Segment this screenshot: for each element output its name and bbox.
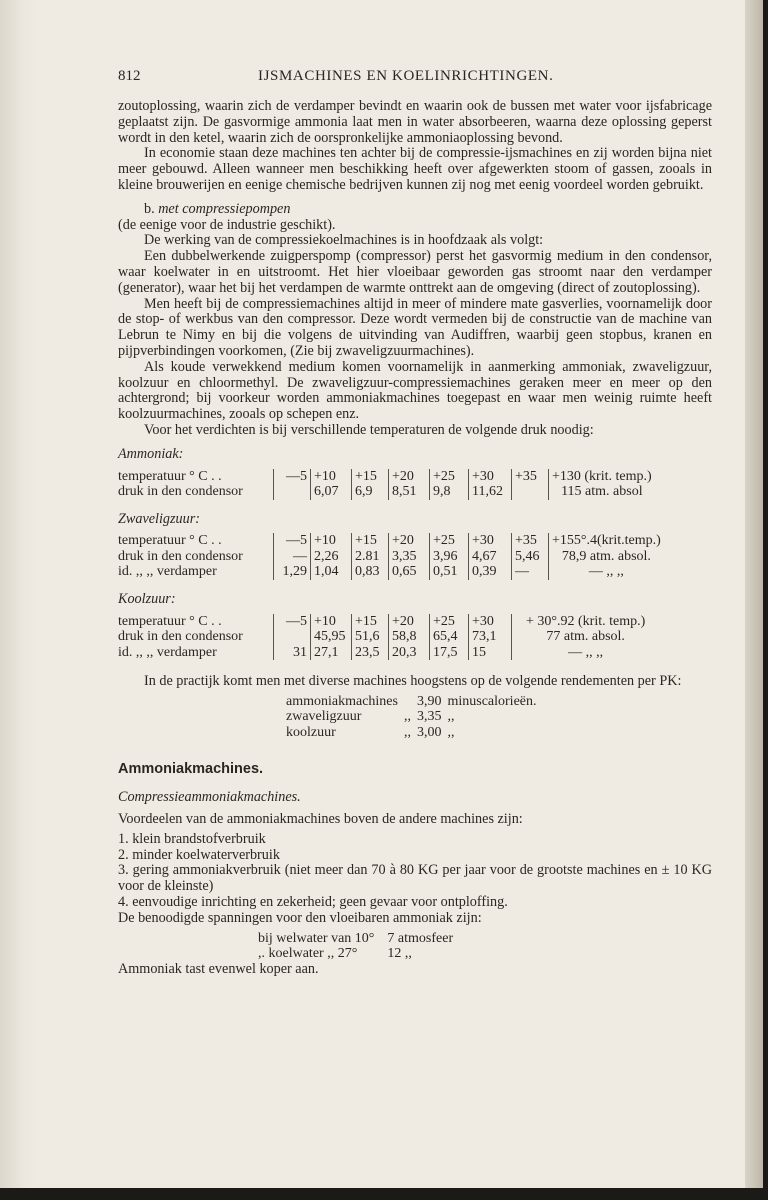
table-cell: +155°.4(krit.temp.) bbox=[549, 533, 664, 549]
table-cell: +10 bbox=[311, 614, 352, 630]
table-cell: +25 bbox=[430, 614, 469, 630]
table-cell: 12 ,, bbox=[387, 946, 412, 962]
table-label-zwaveligzuur: Zwaveligzuur: bbox=[118, 510, 200, 527]
page-body bbox=[118, 99, 712, 977]
table-row bbox=[118, 629, 648, 645]
table-cell: 0,65 bbox=[389, 564, 430, 580]
table-cell: +25 bbox=[430, 469, 469, 485]
paragraph: De benoodigde spanningen voor den vloeibaren ammoniak zijn: bbox=[118, 909, 482, 926]
table-cell: 0,51 bbox=[430, 564, 469, 580]
table-cell: temperatuur ° C . . bbox=[118, 613, 222, 629]
table-cell: +20 bbox=[389, 614, 430, 630]
table-cell: +15 bbox=[352, 614, 389, 630]
list-item: 4. eenvoudige inrichting en zekerheid; geen gevaar voor ontploffing. bbox=[118, 894, 508, 910]
table-cell bbox=[512, 484, 549, 500]
table-row bbox=[286, 694, 540, 710]
table-label-koolzuur: Koolzuur: bbox=[118, 590, 176, 607]
table-cell: minuscalorieën. bbox=[447, 693, 537, 709]
table-cell: 115 atm. absol bbox=[549, 484, 655, 500]
table-cell: 6,07 bbox=[311, 484, 352, 500]
table-cell: —5 bbox=[274, 469, 311, 485]
table-cell: ammoniakmachines bbox=[286, 693, 398, 709]
table-cell: 15 bbox=[469, 645, 512, 661]
table-cell: 78,9 atm. absol. bbox=[549, 549, 664, 565]
table-cell: 77 atm. absol. bbox=[512, 629, 649, 645]
pressure-table-koolzuur bbox=[118, 614, 648, 661]
table-cell: 4,67 bbox=[469, 549, 512, 565]
table-cell: 45,95 bbox=[311, 629, 352, 645]
table-cell: —5 bbox=[274, 614, 311, 630]
running-title: IJSMACHINES EN KOELINRICHTINGEN. bbox=[258, 68, 554, 84]
table-cell: ,, bbox=[447, 724, 455, 740]
section-heading bbox=[118, 202, 712, 218]
paragraph: Ammoniak tast evenwel koper aan. bbox=[118, 960, 319, 977]
table-cell: +35 bbox=[512, 469, 549, 485]
table-cell: 3,35 bbox=[389, 549, 430, 565]
table-cell: ,, bbox=[403, 709, 411, 725]
table-cell: 2,26 bbox=[311, 549, 352, 565]
paragraph: De werking van de compressiekoelmachines is in hoofdzaak als volgt: bbox=[144, 232, 544, 249]
table-row bbox=[286, 725, 540, 741]
paragraph: Voordeelen van de ammoniakmachines boven de andere machines zijn: bbox=[118, 811, 523, 828]
rendement-table bbox=[286, 694, 540, 741]
table-row bbox=[118, 484, 655, 500]
table-cell: — ,, ,, bbox=[512, 645, 649, 661]
table-cell: zwaveligzuur bbox=[286, 709, 362, 725]
table-cell: 9,8 bbox=[430, 484, 469, 500]
subsection-title: Compressieammoniakmachines. bbox=[118, 789, 301, 806]
table-cell: +15 bbox=[352, 469, 389, 485]
table-cell: — ,, ,, bbox=[549, 564, 664, 580]
paragraph: Men heeft bij de compressiemachines altijd in meer of mindere mate gasverlies, voornamelijk door de stop- of werkbus van den compressor. Deze wordt vermeden bij de constructie van de machine van Lebrun te Nimy en bij die volgens de uitvinding van Audiffren, waarbij geen stopbus, kranen en pijpverbindingen voorkomen, (Zie bij zwaveligzuurmachines). bbox=[118, 295, 712, 359]
list-item: 1. klein brandstofverbruik bbox=[118, 830, 266, 847]
table-cell: temperatuur ° C . . bbox=[118, 533, 222, 549]
pressure-table-zwaveligzuur bbox=[118, 533, 664, 580]
table-row bbox=[258, 946, 456, 962]
table-cell: 11,62 bbox=[469, 484, 512, 500]
table-cell bbox=[401, 694, 414, 710]
table-cell: 5,46 bbox=[512, 549, 549, 565]
table-row bbox=[118, 549, 664, 565]
table-cell: ,, bbox=[447, 709, 455, 725]
paragraph: In de practijk komt men met diverse machines hoogstens op de volgende rendementen per PK: bbox=[144, 673, 682, 690]
section-note: (de eenige voor de industrie geschikt). bbox=[118, 216, 336, 233]
table-cell: 65,4 bbox=[430, 629, 469, 645]
paragraph: Als koude verwekkend medium komen voornamelijk in aanmerking ammoniak, zwaveligzuur, koolzuur en chloormethyl. De zwaveligzuur-compressiemachines geraken meer en meer op den achtergrond; bij voorkeur worden ammoniakmachines toegepast en waar men weinig ruimte heeft koolzuurmachines, zooals op schepen enz. bbox=[118, 358, 712, 423]
table-cell: bij welwater van 10° bbox=[258, 930, 375, 946]
table-cell: + 30°.92 (krit. temp.) bbox=[512, 614, 649, 630]
table-cell: +30 bbox=[469, 533, 512, 549]
table-cell: druk in den condensor bbox=[118, 629, 243, 645]
table-cell: +15 bbox=[352, 533, 389, 549]
table-row bbox=[118, 564, 664, 580]
table-cell: +20 bbox=[389, 469, 430, 485]
table-cell: +25 bbox=[430, 533, 469, 549]
table-cell: +130 (krit. temp.) bbox=[549, 469, 655, 485]
table-cell: +30 bbox=[469, 469, 512, 485]
list-item: 2. minder koelwaterverbruik bbox=[118, 846, 280, 863]
table-cell: 17,5 bbox=[430, 645, 469, 661]
table-cell: —5 bbox=[274, 533, 311, 549]
section-title: Ammoniakmachines. bbox=[118, 761, 264, 778]
table-row bbox=[286, 709, 540, 725]
paragraph: In economie staan deze machines ten achter bij de compressie-ijsmachines en zij worden bijna niet meer gebouwd. Alleen wanneer men beschikking heeft over afgewerkten stoom of gassen, zooals in kleine brouwerijen en eenige chemische bedrijven kunnen zij nog met eenig voordeel worden gebruikt. bbox=[118, 145, 712, 193]
table-row bbox=[258, 931, 456, 947]
table-cell: druk in den condensor bbox=[118, 484, 243, 500]
page-gutter bbox=[0, 0, 38, 1188]
pressure-table-ammoniak bbox=[118, 469, 655, 500]
table-cell: koolzuur bbox=[286, 724, 336, 740]
table-cell: 3,35 bbox=[416, 709, 442, 725]
table-cell: 0,83 bbox=[352, 564, 389, 580]
table-cell: 8,51 bbox=[389, 484, 430, 500]
table-cell: 2.81 bbox=[352, 549, 389, 565]
table-cell: 3,90 bbox=[416, 693, 442, 709]
table-cell: +10 bbox=[311, 533, 352, 549]
table-cell: 0,39 bbox=[469, 564, 512, 580]
table-cell: 58,8 bbox=[389, 629, 430, 645]
table-cell: druk in den condensor bbox=[118, 548, 243, 564]
table-cell: temperatuur ° C . . bbox=[118, 468, 222, 484]
table-row bbox=[118, 614, 648, 630]
table-cell: 27,1 bbox=[311, 645, 352, 661]
table-cell: +35 bbox=[512, 533, 549, 549]
table-cell: id. ,, ,, verdamper bbox=[118, 564, 217, 580]
paragraph: zoutoplossing, waarin zich de verdamper bevindt en waarin ook de bussen met water voor ijsfabricage geplaatst zijn. De gasvormige ammonia laat men in water absorbeeren, waarna deze oplossing geperst wordt in den ketel, waarin zich de oorspronkelijke ammoniaoplossing bevond. bbox=[118, 98, 712, 146]
paragraph: Voor het verdichten is bij verschillende temperaturen de volgende druk noodig: bbox=[144, 421, 594, 438]
advantages-list bbox=[118, 832, 712, 911]
table-cell: 1,04 bbox=[311, 564, 352, 580]
list-item: 3. gering ammoniakverbruik (niet meer dan 70 à 80 KG per jaar voor de grootste machines en ± 10 KG voor de kleinste) bbox=[118, 862, 712, 895]
table-cell: ,, bbox=[403, 724, 411, 740]
table-cell: 1,29 bbox=[274, 564, 311, 580]
table-cell: 73,1 bbox=[469, 629, 512, 645]
table-cell: — bbox=[512, 564, 549, 580]
table-cell: 7 atmosfeer bbox=[387, 930, 454, 946]
paragraph: Een dubbelwerkende zuigperspomp (compressor) perst het gasvormig medium in den condensor, waar koelwater in en uitstroomt. Het hier vloeibaar geworden gas stroomt naar den verdamper (generator), waar het bij het verdampen de warmte onttrekt aan de omgeving (direct of zoutoplossing). bbox=[118, 248, 712, 296]
table-cell: +30 bbox=[469, 614, 512, 630]
table-cell: ,. koelwater ,, 27° bbox=[258, 946, 358, 962]
table-cell: 20,3 bbox=[389, 645, 430, 661]
table-cell: 31 bbox=[274, 645, 311, 661]
table-cell: 3,00 bbox=[416, 724, 442, 740]
running-header bbox=[118, 68, 712, 90]
pressure-list bbox=[258, 931, 456, 962]
table-cell: id. ,, ,, verdamper bbox=[118, 644, 217, 660]
table-row bbox=[118, 533, 664, 549]
section-label: b. bbox=[144, 200, 155, 217]
table-cell: 3,96 bbox=[430, 549, 469, 565]
table-label-ammoniak: Ammoniak: bbox=[118, 445, 184, 462]
section-title: met compressiepompen bbox=[158, 200, 291, 217]
table-cell: 51,6 bbox=[352, 629, 389, 645]
table-cell bbox=[274, 484, 311, 500]
table-cell: +20 bbox=[389, 533, 430, 549]
table-row bbox=[118, 469, 655, 485]
table-cell: +10 bbox=[311, 469, 352, 485]
table-cell: 6,9 bbox=[352, 484, 389, 500]
table-cell: — bbox=[274, 549, 311, 565]
page-number: 812 bbox=[118, 68, 141, 84]
table-row bbox=[118, 645, 648, 661]
page-edge bbox=[745, 0, 763, 1188]
table-cell bbox=[274, 629, 311, 645]
table-cell: 23,5 bbox=[352, 645, 389, 661]
